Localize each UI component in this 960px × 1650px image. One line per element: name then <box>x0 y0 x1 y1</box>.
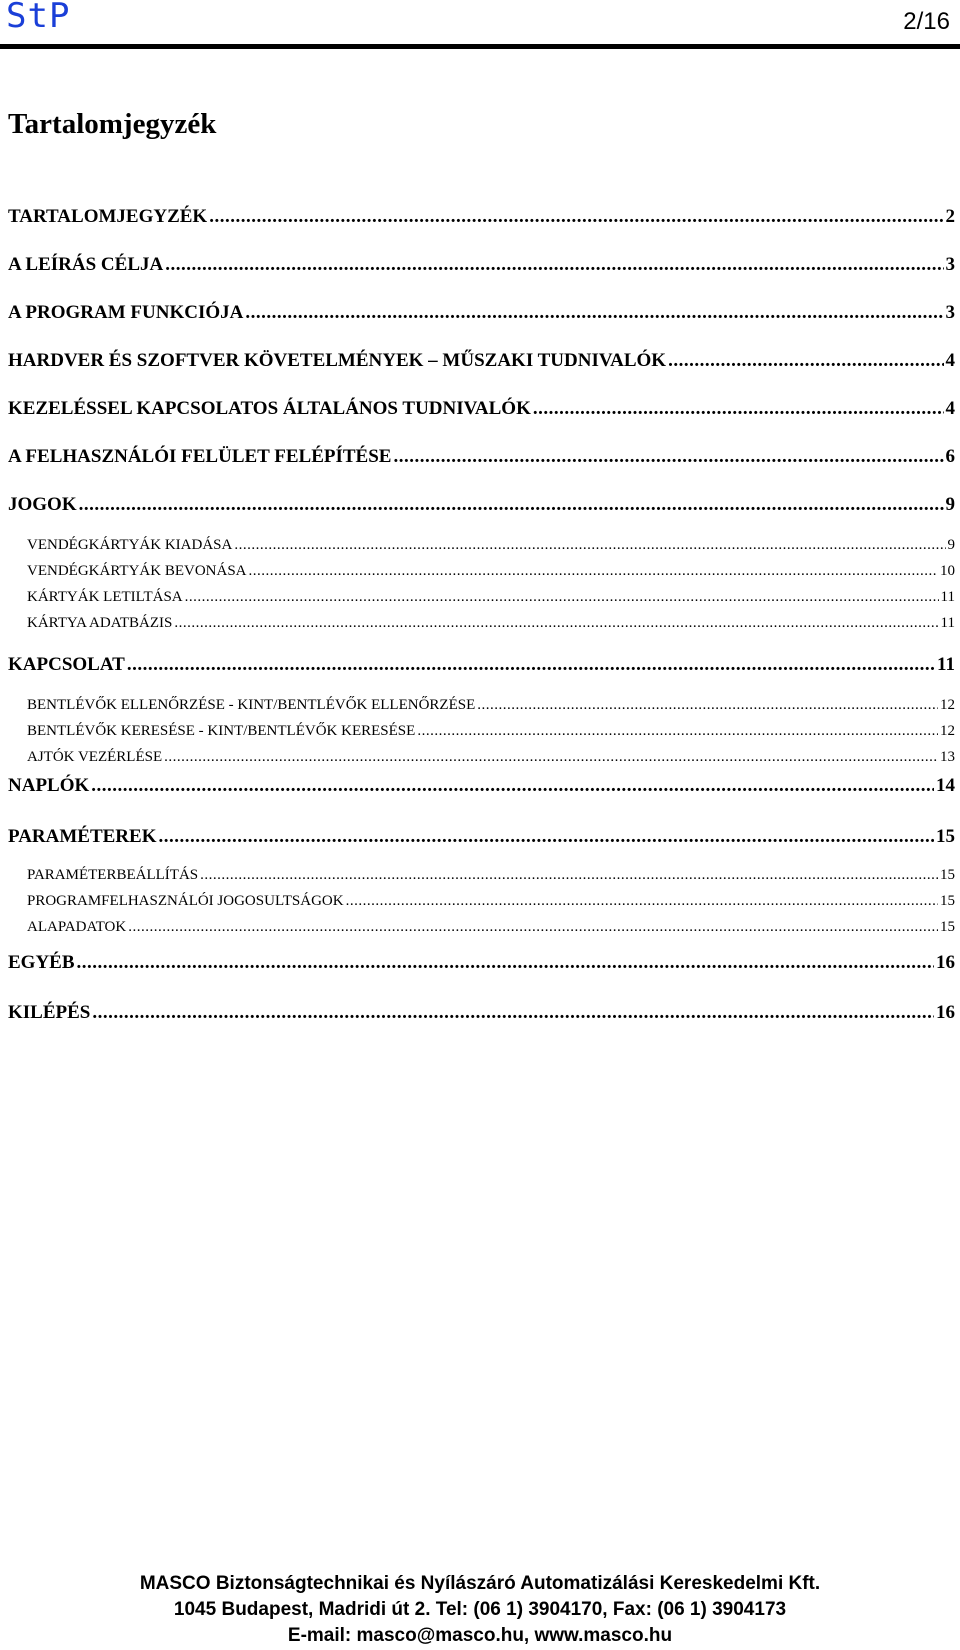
toc-entry[interactable] <box>8 350 955 372</box>
toc-entry-page: 11 <box>937 654 955 675</box>
toc-entry-label: VENDÉGKÁRTYÁK KIADÁSA <box>27 537 233 553</box>
toc-entry[interactable] <box>8 446 955 468</box>
toc-entry-page: 15 <box>940 919 955 935</box>
toc-entry-label: ALAPADATOK <box>27 919 127 935</box>
toc-subentry[interactable] <box>27 697 955 714</box>
toc-leader-dots <box>79 494 944 516</box>
toc-leader-dots <box>77 952 934 974</box>
toc-leader-dots <box>200 867 938 884</box>
toc-entry-page: 3 <box>945 254 955 275</box>
footer-contact: E-mail: masco@masco.hu, www.masco.hu <box>287 1625 673 1646</box>
toc-entry-page: 11 <box>940 615 955 631</box>
toc-entry-page: 10 <box>940 563 955 579</box>
toc-leader-dots <box>128 919 938 936</box>
toc-entry-label: PARAMÉTEREK <box>8 826 157 847</box>
toc-subentry[interactable] <box>27 537 955 554</box>
toc-leader-dots <box>393 446 943 468</box>
toc-leader-dots <box>249 563 938 580</box>
toc-entry-label: KÁRTYA ADATBÁZIS <box>27 615 173 631</box>
toc-entry-page: 9 <box>945 494 955 515</box>
toc-leader-dots <box>91 775 934 797</box>
toc-subentry[interactable] <box>27 563 955 580</box>
toc-leader-dots <box>185 589 939 606</box>
toc-leader-dots <box>165 254 943 276</box>
toc-subentry[interactable] <box>27 723 955 740</box>
toc-leader-dots <box>92 1002 934 1024</box>
toc-subentry[interactable] <box>27 919 955 936</box>
page-header <box>0 0 960 50</box>
toc-entry-page: 14 <box>936 775 955 796</box>
toc-entry-page: 12 <box>940 723 955 739</box>
toc-entry-page: 15 <box>940 893 955 909</box>
toc-leader-dots <box>127 654 935 676</box>
toc-entry-page: 16 <box>936 1002 955 1023</box>
footer-company-name: MASCO Biztonságtechnikai és Nyílászáró Automatizálási Kereskedelmi Kft. <box>139 1573 821 1594</box>
toc-entry[interactable] <box>8 398 955 420</box>
toc-leader-dots <box>533 398 944 420</box>
toc-entry-label: BENTLÉVŐK ELLENŐRZÉSE - KINT/BENTLÉVŐK ELLENŐRZÉSE <box>27 697 476 713</box>
toc-entry-label: A PROGRAM FUNKCIÓJA <box>8 302 244 323</box>
toc-entry-label: A FELHASZNÁLÓI FELÜLET FELÉPÍTÉSE <box>8 446 392 467</box>
toc-entry-page: 16 <box>936 952 955 973</box>
toc-entry-page: 15 <box>940 867 955 883</box>
toc-entry[interactable] <box>8 494 955 516</box>
toc-leader-dots <box>668 350 943 372</box>
toc-entry[interactable] <box>8 206 955 228</box>
toc-entry-page: 15 <box>936 826 955 847</box>
toc-entry-label: PROGRAMFELHASZNÁLÓI JOGOSULTSÁGOK <box>27 893 344 909</box>
toc-entry-page: 13 <box>940 749 955 765</box>
toc-entry-label: NAPLÓK <box>8 775 90 796</box>
toc-entry-label: EGYÉB <box>8 952 75 973</box>
header-divider <box>0 44 960 49</box>
toc-entry-label: KEZELÉSSEL KAPCSOLATOS ÁLTALÁNOS TUDNIVALÓK <box>8 398 531 419</box>
toc-subentry[interactable] <box>27 615 955 632</box>
toc-leader-dots <box>174 615 938 632</box>
toc-subentry[interactable] <box>27 589 955 606</box>
toc-entry[interactable] <box>8 1002 955 1024</box>
toc-entry-label: AJTÓK VEZÉRLÉSE <box>27 749 163 765</box>
toc-leader-dots <box>346 893 938 910</box>
toc-entry-page: 6 <box>945 446 955 467</box>
toc-entry[interactable] <box>8 775 955 797</box>
toc-leader-dots <box>245 302 943 324</box>
toc-entry-page: 2 <box>945 206 955 227</box>
toc-entry-page: 9 <box>947 537 955 553</box>
toc-entry-label: A LEÍRÁS CÉLJA <box>8 254 164 275</box>
toc-leader-dots <box>209 206 943 228</box>
toc-entry-label: BENTLÉVŐK KERESÉSE - KINT/BENTLÉVŐK KERESÉSE <box>27 723 416 739</box>
toc-entry[interactable] <box>8 302 955 324</box>
toc-entry[interactable] <box>8 952 955 974</box>
footer-address: 1045 Budapest, Madridi út 2. Tel: (06 1) 3904170, Fax: (06 1) 3904173 <box>173 1599 787 1620</box>
toc-entry-page: 3 <box>945 302 955 323</box>
toc-subentry[interactable] <box>27 893 955 910</box>
toc-entry-label: HARDVER ÉS SZOFTVER KÖVETELMÉNYEK – MŰSZAKI TUDNIVALÓK <box>8 350 667 371</box>
toc-entry-label: KILÉPÉS <box>8 1002 91 1023</box>
toc-leader-dots <box>234 537 945 554</box>
toc-leader-dots <box>158 826 934 848</box>
toc-entry-label: KÁRTYÁK LETILTÁSA <box>27 589 183 605</box>
toc-entry-label: VENDÉGKÁRTYÁK BEVONÁSA <box>27 563 247 579</box>
page-number: 2/16 <box>903 8 950 35</box>
toc-entry-page: 11 <box>940 589 955 605</box>
toc-entry-label: KAPCSOLAT <box>8 654 125 675</box>
toc-entry-label: TARTALOMJEGYZÉK <box>8 206 208 227</box>
toc-entry-label: PARAMÉTERBEÁLLÍTÁS <box>27 867 199 883</box>
toc-entry-page: 12 <box>940 697 955 713</box>
toc-entry[interactable] <box>8 826 955 848</box>
toc-leader-dots <box>477 697 938 714</box>
toc-entry-page: 4 <box>945 398 955 419</box>
toc-entry[interactable] <box>8 654 955 676</box>
toc-leader-dots <box>417 723 938 740</box>
stp-logo: StP <box>6 0 71 36</box>
toc-subentry[interactable] <box>27 749 955 766</box>
toc-entry-label: JOGOK <box>8 494 77 515</box>
toc-entry-page: 4 <box>945 350 955 371</box>
toc-leader-dots <box>164 749 938 766</box>
page-title: Tartalomjegyzék <box>8 108 217 140</box>
toc-entry[interactable] <box>8 254 955 276</box>
toc-subentry[interactable] <box>27 867 955 884</box>
